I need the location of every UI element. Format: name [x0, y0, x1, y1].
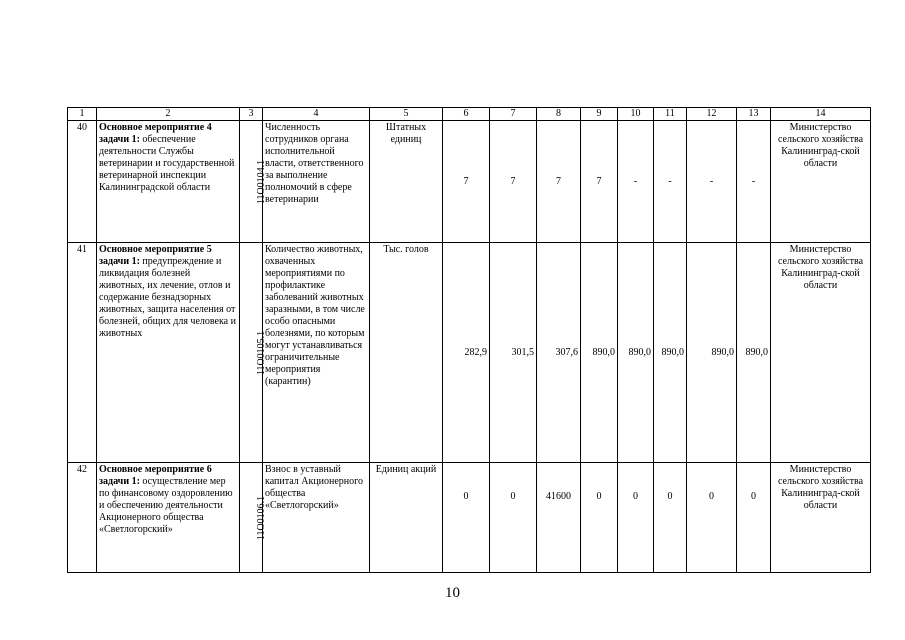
header-cell: 12 — [687, 108, 737, 121]
responsible-executor: Министерство сельского хозяйства Калининград-ской области — [771, 243, 871, 463]
table-row — [68, 243, 871, 463]
header-cell: 11 — [654, 108, 687, 121]
value-cell: 890,0 — [687, 243, 737, 463]
value-cell: 7 — [443, 121, 490, 243]
header-cell: 10 — [618, 108, 654, 121]
value-cell: - — [654, 121, 687, 243]
activity-text: осуществление мер по финансовому оздоровлению и обеспечению деятельности Акционерного общества «Светлогорский» — [99, 476, 233, 535]
activity-description — [97, 463, 240, 573]
value-cell: 7 — [581, 121, 618, 243]
activity-title: Основное мероприятие 4 задачи 1: — [99, 122, 212, 145]
unit: Тыс. голов — [370, 243, 443, 463]
responsible-executor: Министерство сельского хозяйства Калининград-ской области — [771, 121, 871, 243]
indicator: Количество животных, охваченных мероприятиями по профилактике заболеваний животных заразными, в том числе особо опасными болезнями, по которым могут устанавливаться ограничительные мероприятия (карантин) — [263, 243, 370, 463]
value-cell: 41600 — [537, 463, 581, 573]
value-cell: 301,5 — [490, 243, 537, 463]
header-row — [68, 108, 871, 121]
activity-text: обеспечение деятельности Службы ветеринарии и государственной ветеринарной инспекции Калининградской области — [99, 134, 235, 193]
header-cell: 2 — [97, 108, 240, 121]
value-cell: 0 — [443, 463, 490, 573]
responsible-executor: Министерство сельского хозяйства Калининград-ской области — [771, 463, 871, 573]
header-cell: 8 — [537, 108, 581, 121]
header-cell: 14 — [771, 108, 871, 121]
activity-code-text: 11О0106.1 — [256, 495, 268, 540]
table-row — [68, 463, 871, 573]
value-cell: 0 — [737, 463, 771, 573]
value-cell: 0 — [618, 463, 654, 573]
activity-title: Основное мероприятие 5 задачи 1: — [99, 244, 212, 267]
value-cell: 282,9 — [443, 243, 490, 463]
activity-code-text: 11О0105.1 — [256, 330, 268, 375]
header-cell: 1 — [68, 108, 97, 121]
header-cell: 5 — [370, 108, 443, 121]
activity-code — [240, 463, 268, 573]
page-number: 10 — [445, 585, 460, 601]
activity-description — [97, 243, 240, 463]
value-cell: 890,0 — [581, 243, 618, 463]
value-cell: - — [618, 121, 654, 243]
header-cell: 6 — [443, 108, 490, 121]
row-number: 42 — [68, 463, 97, 573]
value-cell: 0 — [654, 463, 687, 573]
value-cell: 890,0 — [618, 243, 654, 463]
header-cell: 4 — [263, 108, 370, 121]
unit: Штатных единиц — [370, 121, 443, 243]
activity-code — [240, 243, 268, 463]
value-cell: 0 — [490, 463, 537, 573]
table-row — [68, 121, 871, 243]
value-cell: 0 — [687, 463, 737, 573]
header-cell: 13 — [737, 108, 771, 121]
activity-text: предупреждение и ликвидация болезней животных, их лечение, отлов и содержание безнадзорных животных, защита населения от болезней, общих для человека и животных — [99, 256, 236, 339]
value-cell: - — [737, 121, 771, 243]
value-cell: 307,6 — [537, 243, 581, 463]
activity-code — [240, 121, 268, 243]
row-number: 40 — [68, 121, 97, 243]
data-table — [67, 107, 871, 573]
value-cell: 7 — [537, 121, 581, 243]
indicator: Численность сотрудников органа исполнительной власти, ответственного за выполнение полномочий в сфере ветеринарии — [263, 121, 370, 243]
value-cell: 890,0 — [654, 243, 687, 463]
value-cell: - — [687, 121, 737, 243]
header-cell: 7 — [490, 108, 537, 121]
activity-code-text: 11О0104.1 — [256, 159, 268, 204]
header-cell: 3 — [240, 108, 263, 121]
header-cell: 9 — [581, 108, 618, 121]
unit: Единиц акций — [370, 463, 443, 573]
value-cell: 0 — [581, 463, 618, 573]
activity-title: Основное мероприятие 6 задачи 1: — [99, 464, 212, 487]
indicator: Взнос в уставный капитал Акционерного общества «Светлогорский» — [263, 463, 370, 573]
row-number: 41 — [68, 243, 97, 463]
activity-description — [97, 121, 240, 243]
value-cell: 7 — [490, 121, 537, 243]
value-cell: 890,0 — [737, 243, 771, 463]
